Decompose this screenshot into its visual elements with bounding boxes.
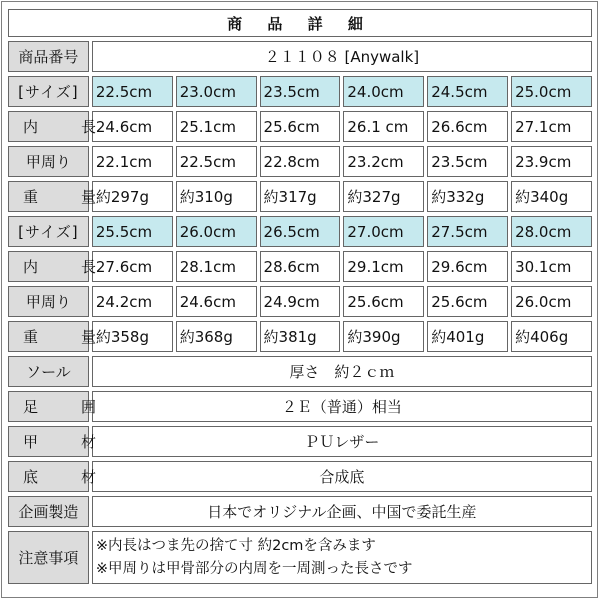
weight-cell: 約401g	[427, 321, 508, 352]
inner-length-cell: 25.1cm	[176, 111, 257, 142]
girth-cell: 22.1cm	[92, 146, 173, 177]
size-cell: 25.0cm	[511, 76, 592, 107]
weight-cell: 約327g	[343, 181, 424, 212]
product-detail-table	[5, 5, 595, 588]
weight-cell: 約358g	[92, 321, 173, 352]
manufacturing-label: 企画製造	[8, 496, 89, 527]
inner-length-cell: 24.6cm	[92, 111, 173, 142]
product-number-value: ２１１０８ [Anywalk]	[92, 41, 592, 72]
girth-cell: 24.2cm	[92, 286, 173, 317]
inner-length-cell: 30.1cm	[511, 251, 592, 282]
inner-length-label: 内 長	[8, 111, 89, 142]
weight-cell: 約406g	[511, 321, 592, 352]
sole-material-label: 底 材	[8, 461, 89, 492]
weight-cell: 約368g	[176, 321, 257, 352]
weight-cell: 約317g	[260, 181, 341, 212]
size-row-b	[8, 216, 592, 247]
girth-row-a	[8, 146, 592, 177]
weight-label: 重 量	[8, 181, 89, 212]
girth-cell: 22.5cm	[176, 146, 257, 177]
size-cell: 27.5cm	[427, 216, 508, 247]
size-cell: 27.0cm	[343, 216, 424, 247]
table-title: 商 品 詳 細	[8, 9, 592, 37]
weight-row-a	[8, 181, 592, 212]
notes-label: 注意事項	[8, 531, 89, 584]
girth-cell: 24.6cm	[176, 286, 257, 317]
note-line: ※内長はつま先の捨て寸 約2cmを含みます	[95, 537, 376, 554]
weight-cell: 約297g	[92, 181, 173, 212]
inner-length-cell: 25.6cm	[260, 111, 341, 142]
inner-length-row-b	[8, 251, 592, 282]
weight-cell: 約310g	[176, 181, 257, 212]
girth-cell: 25.6cm	[343, 286, 424, 317]
size-cell: 24.0cm	[343, 76, 424, 107]
upper-material-label: 甲 材	[8, 426, 89, 457]
size-cell: 23.5cm	[260, 76, 341, 107]
weight-cell: 約381g	[260, 321, 341, 352]
weight-cell: 約340g	[511, 181, 592, 212]
notes-value	[92, 531, 592, 584]
inner-length-cell: 27.6cm	[92, 251, 173, 282]
girth-label: 甲周り	[8, 286, 89, 317]
weight-cell: 約332g	[427, 181, 508, 212]
girth-cell: 23.5cm	[427, 146, 508, 177]
weight-cell: 約390g	[343, 321, 424, 352]
girth-label: 甲周り	[8, 146, 89, 177]
girth-cell: 23.2cm	[343, 146, 424, 177]
product-detail-sheet	[1, 1, 598, 598]
inner-length-cell: 26.1 cm	[343, 111, 424, 142]
inner-length-cell: 29.6cm	[427, 251, 508, 282]
inner-length-cell: 28.1cm	[176, 251, 257, 282]
inner-length-cell: 26.6cm	[427, 111, 508, 142]
foot-width-label: 足 囲	[8, 391, 89, 422]
girth-cell: 22.8cm	[260, 146, 341, 177]
size-label: [サイズ]	[8, 76, 89, 107]
inner-length-cell: 29.1cm	[343, 251, 424, 282]
size-cell: 26.0cm	[176, 216, 257, 247]
size-cell: 26.5cm	[260, 216, 341, 247]
product-number-label: 商品番号	[8, 41, 89, 72]
foot-width-value: ２Ｅ（普通）相当	[92, 391, 592, 422]
girth-cell: 26.0cm	[511, 286, 592, 317]
size-cell: 23.0cm	[176, 76, 257, 107]
sole-material-value: 合成底	[92, 461, 592, 492]
note-line: ※甲周りは甲骨部分の内周を一周測った長さです	[95, 560, 413, 577]
size-cell: 22.5cm	[92, 76, 173, 107]
size-label: [サイズ]	[8, 216, 89, 247]
upper-material-value: ＰＵレザー	[92, 426, 592, 457]
size-row-a	[8, 76, 592, 107]
sole-value: 厚さ 約２ｃｍ	[92, 356, 592, 387]
manufacturing-value: 日本でオリジナル企画、中国で委託生産	[92, 496, 592, 527]
girth-row-b	[8, 286, 592, 317]
inner-length-cell: 28.6cm	[260, 251, 341, 282]
weight-row-b	[8, 321, 592, 352]
size-cell: 28.0cm	[511, 216, 592, 247]
size-cell: 24.5cm	[427, 76, 508, 107]
weight-label: 重 量	[8, 321, 89, 352]
inner-length-label: 内 長	[8, 251, 89, 282]
girth-cell: 24.9cm	[260, 286, 341, 317]
sole-label: ソール	[8, 356, 89, 387]
girth-cell: 25.6cm	[427, 286, 508, 317]
inner-length-row-a	[8, 111, 592, 142]
girth-cell: 23.9cm	[511, 146, 592, 177]
inner-length-cell: 27.1cm	[511, 111, 592, 142]
size-cell: 25.5cm	[92, 216, 173, 247]
